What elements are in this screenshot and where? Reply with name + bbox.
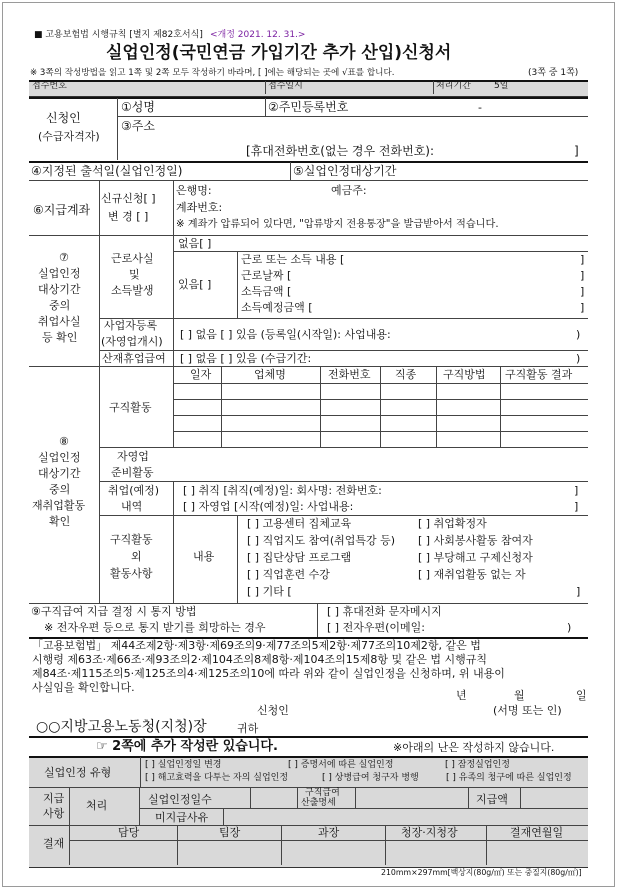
notification-method-sub: ※ 전자우편 등으로 통지 받기를 희망하는 경우 (44, 621, 266, 634)
processing-period: 5일 (494, 81, 509, 91)
col-date: 일자 (190, 368, 212, 381)
non-payment-reason-label: 미지급사유 (155, 811, 209, 824)
signer-label: 신청인 (257, 704, 289, 717)
processing-label: 처리 (86, 799, 108, 812)
date-month: 월 (514, 689, 525, 702)
seizure-notice: ※ 계좌가 압류되어 있다면, "압류방지 전용통장"을 발급받아서 적습니다. (176, 219, 499, 230)
type-provisional[interactable]: [ ] 잠정실업인정 (445, 760, 510, 770)
activity-volunteer[interactable]: [ ] 사회봉사활동 참여자 (418, 534, 533, 547)
bank-name-field[interactable]: 은행명: (176, 184, 212, 197)
approver-director: 청장·지청장 (401, 826, 458, 839)
admin-only-note: ※아래의 난은 작성하지 않습니다. (393, 741, 555, 754)
new-application-checkbox[interactable]: 신규신청[ ] (101, 192, 156, 205)
rrn-dash: - (478, 101, 482, 114)
activity-label-3: 활동사항 (110, 567, 153, 580)
activity-group-counseling[interactable]: [ ] 집단상담 프로그램 (247, 551, 352, 564)
bracket-end-4: ] (580, 301, 585, 314)
sms-notification-checkbox[interactable]: [ ] 휴대전화 문자메시지 (327, 605, 442, 618)
biz-reg-label-1: 사업자등록 (104, 319, 158, 332)
approver-team-lead: 팀장 (219, 826, 241, 839)
statement-line-4: 사실임을 확인합니다. (32, 681, 135, 694)
statement-line-3: 제84조·제115조의5·제125조의4·제125조의10에 따라 위와 같이 실업인정을 신청하며, 위 내용이 (32, 667, 505, 680)
self-employment-label-2: 준비활동 (111, 466, 154, 479)
payment-amount-label: 지급액 (476, 793, 508, 806)
revision-date: <개정 2021. 12. 31.> (210, 30, 306, 40)
type-date-change[interactable]: [ ] 실업인정일 변경 (145, 760, 222, 770)
date-day: 일 (576, 689, 587, 702)
labor-content-field[interactable]: 근로 또는 소득 내용 [ (241, 253, 345, 266)
approval-date-label: 결재연월일 (510, 826, 564, 839)
benefit-calc-label-2: 산출명세 (301, 798, 336, 808)
labor-label-1: 근로사실 (111, 252, 154, 265)
recipient-office: ○○지방고용노동청(지청)장 (36, 719, 207, 735)
date-year: 년 (456, 689, 467, 702)
approver-section-chief: 과장 (318, 826, 340, 839)
col-company: 업체명 (254, 368, 286, 381)
approver-staff: 담당 (118, 826, 140, 839)
labor-label-3: 소득발생 (111, 284, 154, 297)
type-survivor-claim[interactable]: [ ] 유족의 청구에 따른 실업인정 (446, 773, 572, 783)
biz-reg-label-2: (자영업개시) (101, 335, 163, 348)
col-method: 구직방법 (443, 368, 486, 381)
employment-label-2: 내역 (121, 500, 143, 513)
labor-none-checkbox[interactable]: 없음[ ] (178, 237, 212, 250)
col-result: 구직활동 결과 (505, 368, 573, 381)
employment-job-field[interactable]: [ ] 취직 [취직(예정)일: 회사명: 전화번호: (183, 484, 382, 497)
statement-line-1: 「고용보험법」 제44조제2항·제3항·제69조의9·제77조의5제2항·제77조의10제2항, 같은 법 (32, 639, 481, 652)
notification-method-label: ⑨구직급여 지급 결정 시 통지 방법 (31, 605, 197, 618)
col-phone: 전화번호 (328, 368, 371, 381)
labor-date-field[interactable]: 근로날짜 [ (241, 269, 292, 282)
income-amount-field[interactable]: 소득금액 [ (241, 285, 292, 298)
payment-label-2: 사항 (43, 807, 65, 820)
self-employment-label-1: 자영업 (117, 450, 149, 463)
change-checkbox[interactable]: 변 경 [ ] (108, 210, 149, 223)
activity-unfair-dismissal[interactable]: [ ] 부당해고 구제신청자 (418, 551, 533, 564)
activity-group-training[interactable]: [ ] 고용센터 집체교육 (247, 517, 352, 530)
statement-line-2: 시행령 제63조·제66조·제93조의2·제104조의8제8항·제104조의15제8항 및 같은 법 시행규칙 (32, 653, 487, 666)
email-end: ) (567, 621, 572, 634)
applicant-sub-label: (수급자격자) (38, 130, 100, 143)
processing-period-label: 처리기간 (436, 81, 471, 91)
signature-field[interactable]: (서명 또는 인) (493, 704, 562, 717)
address-field[interactable]: ③주소 (121, 119, 155, 133)
page-count: (3쪽 중 1쪽) (528, 68, 579, 78)
disaster-leave-end: ) (576, 352, 581, 365)
unemployment-period-field[interactable]: ⑤실업인정대상기간 (293, 164, 397, 178)
activity-none[interactable]: [ ] 재취업활동 없는 자 (418, 568, 526, 581)
bracket-end-1: ] (580, 253, 585, 266)
law-reference: ■ 고용보험법 시행규칙 [별지 제82호서식] (34, 30, 203, 40)
bracket-end-3: ] (580, 285, 585, 298)
admin-type-label: 실업인정 유형 (44, 766, 112, 779)
instruction-note: ※ 3쪽의 작성방법을 읽고 1쪽 및 2쪽 모두 작성하기 바라며, [ ]에는 해당되는 곳에 √표를 합니다. (30, 68, 395, 78)
rrn-field[interactable]: ②주민등록번호 (268, 100, 349, 114)
attendance-date-field[interactable]: ④지정된 출석일(실업인정일) (31, 164, 183, 178)
employment-end-2: ] (574, 500, 579, 513)
account-number-field[interactable]: 계좌번호: (176, 201, 223, 214)
activity-vocational-training[interactable]: [ ] 직업훈련 수강 (247, 568, 330, 581)
col-job-type: 직종 (395, 368, 417, 381)
disaster-leave-label: 산재휴업급여 (102, 352, 166, 365)
biz-reg-options[interactable]: [ ] 없음 [ ] 있음 (등록일(시작일): 사업내용: (180, 328, 391, 341)
form-title: 실업인정(국민연금 가입기간 추가 산입)신청서 (106, 43, 452, 63)
activity-career-guidance[interactable]: [ ] 직업지도 참여(취업특강 등) (247, 534, 396, 547)
job-search-label: 구직활동 (109, 401, 152, 414)
expected-income-field[interactable]: 소득예정금액 [ (241, 301, 313, 314)
type-sickness-benefit[interactable]: [ ] 상병급여 청구자 병행 (322, 773, 419, 783)
activity-content-label: 내용 (193, 550, 215, 563)
phone-bracket-end: ] (574, 144, 579, 158)
honorific: 귀하 (237, 722, 259, 735)
payment-label-1: 지급 (43, 792, 65, 805)
employment-end-1: ] (574, 484, 579, 497)
disaster-leave-options[interactable]: [ ] 없음 [ ] 있음 (수급기간: (180, 352, 312, 365)
activity-other[interactable]: [ ] 기타 [ (247, 585, 292, 598)
employment-label-1: 취업(예정) (108, 484, 160, 497)
activity-other-end: ] (576, 585, 581, 598)
page2-notice: ☞ 2쪽에 추가 작성란 있습니다. (96, 739, 278, 754)
approval-label: 결재 (43, 837, 65, 850)
phone-field[interactable]: [휴대전화번호(없는 경우 전화번호): (246, 144, 435, 158)
email-notification-checkbox[interactable]: [ ] 전자우편(이메일: (327, 621, 425, 634)
paper-spec: 210mm×297mm[백상지(80g/㎡) 또는 중질지(80g/㎡)] (381, 868, 582, 877)
labor-yes-checkbox[interactable]: 있음[ ] (178, 278, 212, 291)
activity-label-1: 구직활동 (110, 533, 153, 546)
benefit-calc-label-1: 구직급여 (305, 788, 340, 798)
activity-job-confirmed[interactable]: [ ] 취업확정자 (418, 517, 487, 530)
payment-account-label: ⑥지급계좌 (33, 203, 91, 217)
recognized-days-label: 실업인정일수 (148, 793, 212, 806)
employment-self-field[interactable]: [ ] 자영업 [시작(예정)일: 사업내용: (183, 500, 354, 513)
biz-reg-end: ) (576, 328, 581, 341)
receipt-date: 접수일시 (268, 81, 303, 91)
applicant-label: 신청인 (46, 111, 81, 125)
receipt-number: 접수번호 (32, 81, 67, 91)
name-field[interactable]: ①성명 (121, 100, 155, 114)
type-dismissal-dispute[interactable]: [ ] 해고효력을 다투는 자의 실업인정 (145, 773, 289, 783)
labor-label-2: 및 (129, 268, 140, 281)
type-certificate[interactable]: [ ] 증명서에 따른 실업인정 (288, 760, 394, 770)
bracket-end-2: ] (580, 269, 585, 282)
account-holder-field[interactable]: 예금주: (331, 184, 367, 197)
activity-label-2: 외 (131, 550, 142, 563)
